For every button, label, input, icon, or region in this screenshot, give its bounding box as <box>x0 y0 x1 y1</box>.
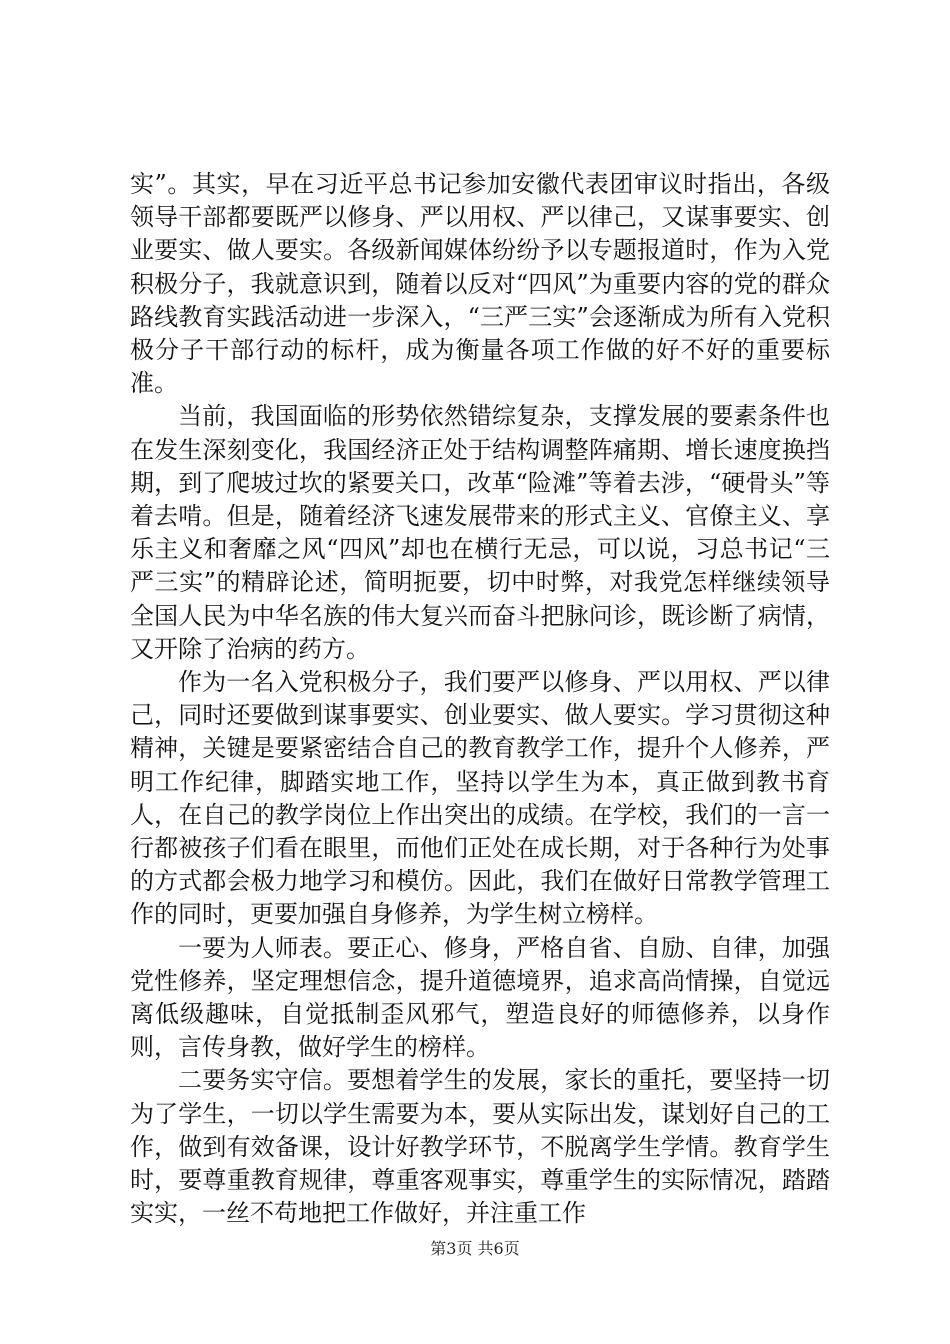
paragraph-2: 当前，我国面临的形势依然错综复杂，支撑发展的要素条件也在发生深刻变化，我国经济正处于结构调整阵痛期、增长速度换挡期，到了爬坡过坎的紧要关口，改革“险滩”等着去涉，“硬骨头”等着去啃。但是，随着经济飞速发展带来的形式主义、官僚主义、享乐主义和奢靡之风“四风”却也在横行无忌，可以说，习总书记“三严三实”的精辟论述，简明扼要，切中时弊，对我党怎样继续领导全国人民为中华名族的伟大复兴而奋斗把脉问诊，既诊断了病情，又开除了治病的药方。 <box>130 402 830 663</box>
document-body <box>130 168 830 1231</box>
paragraph-4: 一要为人师表。要正心、修身，严格自省、自励、自律，加强党性修养，坚定理想信念，提升道德境界，追求高尚情操，自觉远离低级趣味，自觉抵制歪风邪气，塑造良好的师德修养，以身作则，言传身教，做好学生的榜样。 <box>130 933 830 1062</box>
page-number-footer: 第3页 共6页 <box>430 1239 520 1258</box>
paragraph-3: 作为一名入党积极分子，我们要严以修身、严以用权、严以律己，同时还要做到谋事要实、创业要实、做人要实。学习贯彻这种精神，关键是要紧密结合自己的教育教学工作，提升个人修养，严明工作纪律，脚踏实地工作，坚持以学生为本，真正做到教书育人，在自己的教学岗位上作出突出的成绩。在学校，我们的一言一行都被孩子们看在眼里，而他们正处在成长期，对于各种行为处事的方式都会极力地学习和模仿。因此，我们在做好日常教学管理工作的同时，更要加强自身修养，为学生树立榜样。 <box>130 668 830 929</box>
paragraph-5: 二要务实守信。要想着学生的发展，家长的重托，要坚持一切为了学生，一切以学生需要为本，要从实际出发，谋划好自己的工作，做到有效备课，设计好教学环节，不脱离学生学情。教育学生时，要尊重教育规律，尊重客观事实，尊重学生的实际情况，踏踏实实，一丝不苟地把工作做好，并注重工作 <box>130 1066 830 1228</box>
paragraph-1: 实”。其实，早在习近平总书记参加安徽代表团审议时指出，各级领导干部都要既严以修身、严以用权、严以律己，又谋事要实、创业要实、做人要实。各级新闻媒体纷纷予以专题报道时，作为入党积极分子，我就意识到，随着以反对“四风”为重要内容的党的群众路线教育实践活动进一步深入，“三严三实”会逐渐成为所有入党积极分子干部行动的标杆，成为衡量各项工作做的好不好的重要标准。 <box>130 170 830 398</box>
